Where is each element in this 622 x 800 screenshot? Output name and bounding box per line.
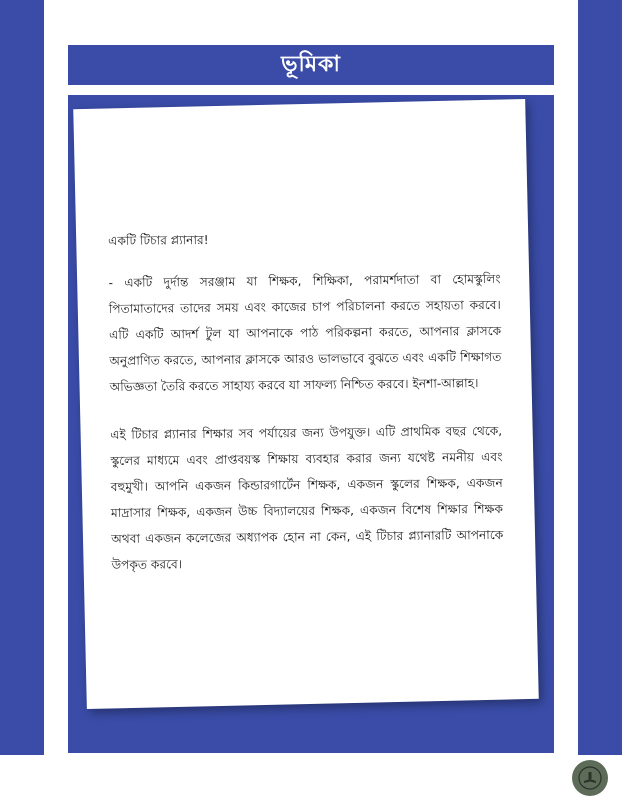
- book-emblem-icon: [572, 760, 608, 796]
- intro-line: একটি টিচার প্ল্যানার!: [108, 232, 209, 248]
- paragraph-1: - একটি দুর্দান্ত সরঞ্জাম যা শিক্ষক, শিক্ষিকা, পরামর্শদাতা বা হোমস্কুলিং পিতামাতাদের তাদের সময় এবং কাজের চাপ পরিচালনা করতে সহায়তা করবে। এটি একটি আদর্শ টুল যা আপনাকে পাঠ পরিকল্পনা করতে, আপনার ক্লাসকে অনুপ্রাণিত করতে, আপনার ক্লাসকে আরও ভালভাবে বুঝতে এবং একটি শিক্ষাগত অভিজ্ঞতা তৈরি করতে সাহায্য করবে যা সাফল্য নিশ্চিত করবে। ইনশা-আল্লাহ।: [108, 271, 502, 394]
- paragraph-2: এই টিচার প্ল্যানার শিক্ষার সব পর্যায়ের জন্য উপযুক্ত। এটি প্রাথমিক বছর থেকে, স্কুলের মাধ্যমে এবং প্রাপ্তবয়স্ক শিক্ষায় ব্যবহার করার জন্য যথেষ্ট নমনীয় এবং বহুমুখী। আপনি একজন কিন্ডারগার্টেন শিক্ষক, একজন স্কুলের শিক্ষক, একজন মাদ্রাসার শিক্ষক, একজন উচ্চ বিদ্যালয়ের শিক্ষক, একজন বিশেষ শিক্ষার শিক্ষক অথবা একজন কলেজের অধ্যাপক হোন না কেন, এই টিচার প্ল্যানারটি আপনাকে উপকৃত করবে।: [110, 423, 504, 572]
- right-frame-bar: [578, 0, 622, 755]
- page-title: ভূমিকা: [281, 51, 341, 77]
- body-text: [108, 224, 504, 600]
- page-title-band: [68, 45, 554, 85]
- left-frame-bar: [0, 0, 44, 755]
